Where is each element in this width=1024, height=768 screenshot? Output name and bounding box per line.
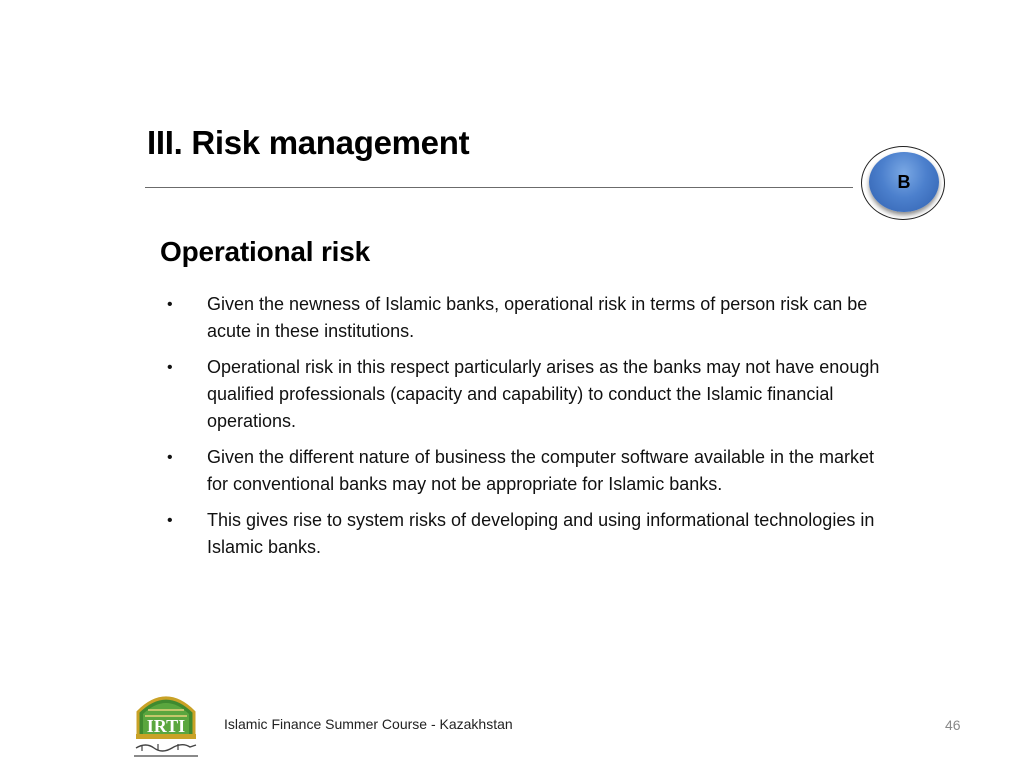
page-number: 46 [945, 717, 961, 733]
bullet-text: This gives rise to system risks of developing and using informational technologies in Islamic banks. [207, 510, 875, 557]
section-badge-label: B [897, 171, 911, 192]
title-divider [145, 187, 853, 188]
bullet-list [165, 291, 890, 570]
bullet-text: Given the newness of Islamic banks, operational risk in terms of person risk can be acute in these institutions. [207, 294, 868, 341]
bullet-icon: • [167, 359, 173, 376]
bullet-icon: • [167, 296, 173, 313]
bullet-item [165, 507, 890, 561]
slide-title: III. Risk management [147, 124, 470, 161]
bullet-icon: • [167, 512, 173, 529]
section-heading: Operational risk [160, 236, 370, 267]
bullet-text: Operational risk in this respect particularly arises as the banks may not have enough qualified professionals (capacity and capability) to conduct the Islamic financial operations. [207, 357, 880, 431]
bullet-item [165, 444, 890, 498]
logo-letters: IRTI [146, 716, 186, 736]
bullet-item [165, 354, 890, 435]
section-badge [869, 152, 939, 212]
footer-course-title: Islamic Finance Summer Course - Kazakhstan [224, 716, 513, 732]
bullet-text: Given the different nature of business the computer software available in the market for conventional banks may not be appropriate for Islamic banks. [207, 447, 875, 494]
bullet-item [165, 291, 890, 345]
irti-logo [128, 690, 204, 762]
bullet-icon: • [167, 449, 173, 466]
